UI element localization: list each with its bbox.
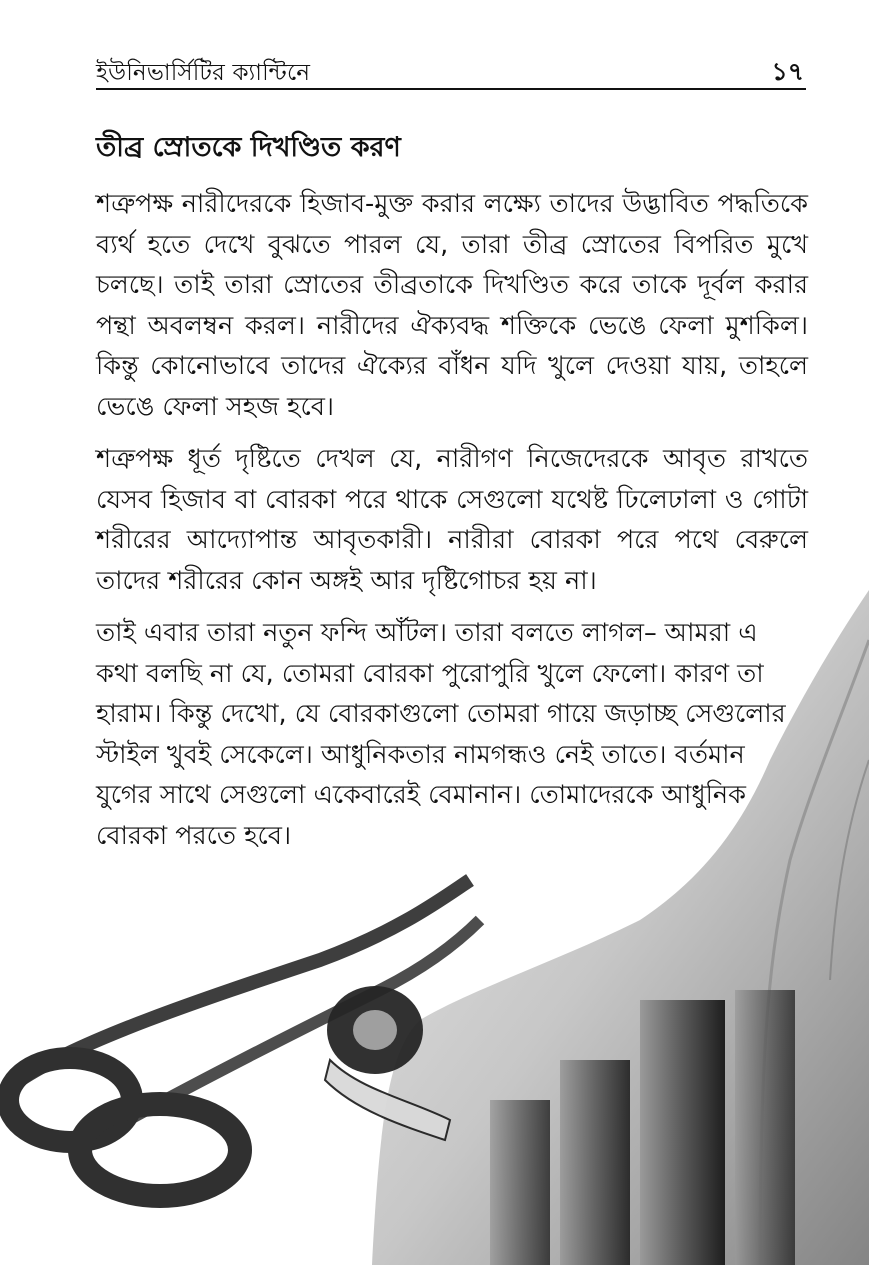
section-title: তীব্র স্রোতকে দিখণ্ডিত করণ: [96, 132, 401, 163]
page-number: ১৭: [771, 57, 804, 86]
spool-1: [640, 1000, 725, 1265]
spool-4: [735, 990, 795, 1265]
spool-3: [490, 1100, 550, 1265]
spool-2: [560, 1060, 630, 1265]
paragraph-3: তাই এবার তারা নতুন ফন্দি আঁটল। তারা বলতে লাগল– আমরা এ কথা বলছি না যে, তোমরা বোরকা পুরোপুরি খুলে ফেলো। কারণ তা হারাম। কিন্তু দেখো, যে বোরকাগুলো তোমরা গায়ে জড়াচ্ছ সেগুলোর স্টাইল খুবই সেকেলে। আধুনিকতার নামগন্ধও নেই তাতে। বর্তমান যুগের সাথে সেগুলো একেবারেই বেমানান। তোমাদেরকে আধুনিক বোরকা পরতে হবে।: [96, 618, 786, 851]
page-header: [96, 50, 806, 90]
paragraph-2: শত্রুপক্ষ ধূর্ত দৃষ্টিতে দেখল যে, নারীগণ নিজেদেরকে আবৃত রাখতে যেসব হিজাব বা বোরকা পরে থাকে সেগুলো যথেষ্ট ঢিলেঢালা ও গোটা শরীরের আদ্যোপান্ত আবৃতকারী। নারীরা বোরকা পরে পথে বেরুলে তাদের শরীরের কোন অঙ্গই আর দৃষ্টিগোচর হয় না।: [96, 444, 808, 596]
running-title: ইউনিভার্সিটির ক্যান্টিনে: [96, 60, 311, 86]
paragraph-1: শত্রুপক্ষ নারীদেরকে হিজাব-মুক্ত করার লক্ষ্যে তাদের উদ্ভাবিত পদ্ধতিকে ব্যর্থ হতে দেখে বুঝতে পারল যে, তারা তীব্র স্রোতের বিপরিত মুখে চলছে। তাই তারা স্রোতের তীব্রতাকে দিখণ্ডিত করে তাকে দূর্বল করার পন্থা অবলম্বন করল। নারীদের ঐক্যবদ্ধ শক্তিকে ভেঙে ফেলা মুশকিল। কিন্তু কোনোভাবে তাদের ঐক্যের বাঁধন যদি খুলে দেওয়া যায়, তাহলে ভেঙে ফেলা সহজ হবে।: [96, 189, 808, 422]
body-content: [96, 128, 808, 868]
